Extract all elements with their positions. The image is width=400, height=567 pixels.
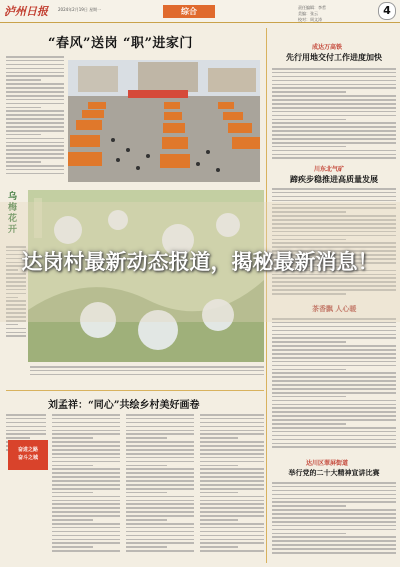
text-line (200, 422, 264, 424)
text-line (272, 126, 396, 128)
text-line (272, 196, 396, 198)
corner-kicker: 达川区翠屏街道 (306, 460, 349, 467)
text-line (200, 507, 264, 509)
text-line (272, 80, 396, 82)
text-line (200, 527, 264, 529)
side2-headline: 蹄疾步稳推进高质量发展 (290, 174, 378, 184)
text-line (6, 134, 41, 136)
text-line (126, 441, 194, 443)
text-line (272, 330, 396, 332)
text-line (52, 515, 120, 517)
vertical-title: 乌梅花开 (8, 192, 18, 235)
lead-text-column (6, 56, 64, 177)
text-line (272, 357, 396, 359)
text-line (272, 494, 396, 496)
text-line (126, 453, 194, 455)
lead-headline: “春风”送岗 “职”进家门 (48, 36, 193, 51)
text-line (272, 415, 396, 417)
text-line (6, 64, 64, 66)
text-line (272, 142, 396, 144)
text-line (272, 157, 396, 159)
text-line (126, 527, 194, 529)
text-line (272, 150, 396, 152)
text-line (126, 488, 194, 490)
text-line (272, 533, 346, 535)
text-line (272, 380, 396, 382)
text-line (52, 430, 120, 432)
text-line (272, 84, 396, 86)
text-line (6, 430, 46, 432)
text-line (200, 503, 264, 505)
text-line (126, 531, 194, 533)
text-line (6, 99, 64, 101)
text-line (272, 446, 396, 448)
text-line (52, 445, 120, 447)
text-line (272, 376, 396, 378)
text-line (272, 111, 396, 113)
text-line (272, 138, 396, 140)
text-line (126, 457, 194, 459)
text-line (6, 118, 64, 120)
text-line (200, 546, 238, 548)
text-line (200, 465, 238, 467)
text-line (52, 433, 120, 435)
text-line (126, 550, 194, 552)
text-line (272, 544, 396, 546)
text-line (272, 146, 346, 148)
text-line (200, 476, 264, 478)
text-line (6, 335, 26, 337)
text-line (6, 332, 26, 334)
text-line (52, 426, 120, 428)
text-line (272, 369, 346, 371)
text-line (272, 536, 396, 538)
text-line (200, 472, 264, 474)
text-line (6, 414, 46, 416)
text-line (6, 169, 64, 171)
text-line (200, 414, 264, 416)
text-line (272, 322, 396, 324)
text-line (272, 407, 396, 409)
text-line (6, 138, 64, 140)
text-line (52, 418, 120, 420)
text-line (6, 68, 64, 70)
text-line (126, 484, 194, 486)
text-line (272, 68, 396, 70)
text-line (272, 188, 396, 190)
text-line (272, 404, 396, 406)
text-line (272, 529, 396, 531)
text-line (6, 142, 64, 144)
text-line (30, 366, 264, 368)
text-line (52, 422, 120, 424)
text-line (6, 103, 64, 105)
bottom-text-3 (126, 414, 194, 554)
text-line (272, 372, 396, 374)
text-line (272, 439, 396, 441)
text-line (52, 531, 120, 533)
text-line (126, 515, 194, 517)
text-line (272, 72, 396, 74)
text-line (126, 503, 194, 505)
text-line (126, 500, 194, 502)
text-line (52, 539, 120, 541)
text-line (200, 496, 264, 498)
text-line (6, 153, 64, 155)
text-line (6, 114, 64, 116)
text-line (272, 525, 396, 527)
section-tag: 综合 (163, 5, 215, 18)
text-line (52, 492, 93, 494)
text-line (272, 326, 396, 328)
text-line (272, 552, 396, 554)
text-line (272, 192, 396, 194)
text-line (126, 433, 194, 435)
text-line (126, 539, 194, 541)
text-line (52, 507, 120, 509)
text-line (126, 523, 194, 525)
text-line (126, 422, 194, 424)
text-line (200, 523, 264, 525)
text-line (52, 453, 120, 455)
masthead: 泸州日报 (4, 5, 48, 18)
text-line (272, 361, 396, 363)
editor-line: 责任编辑：李哲 (298, 5, 326, 10)
text-line (200, 515, 264, 517)
text-line (126, 472, 194, 474)
text-line (200, 426, 264, 428)
text-line (52, 480, 120, 482)
text-line (52, 500, 120, 502)
text-line (200, 437, 238, 439)
side3-kicker: 茶香飘 人心暖 (312, 305, 357, 313)
painting-caption (30, 366, 264, 378)
badge-line: 奋斗之城 (17, 455, 38, 461)
bottom-headline: 刘孟祥：“同心”共绘乡村美好画卷 (48, 400, 200, 411)
text-line (272, 400, 396, 402)
text-line (52, 511, 120, 513)
text-line (52, 535, 120, 537)
text-line (272, 548, 396, 550)
text-line (52, 476, 120, 478)
text-line (6, 60, 64, 62)
text-line (52, 449, 120, 451)
text-line (52, 527, 120, 529)
text-line (272, 95, 396, 97)
text-line (52, 472, 120, 474)
corner-text (272, 482, 396, 556)
text-line (272, 521, 396, 523)
text-line (52, 484, 120, 486)
text-line (272, 337, 396, 339)
text-line (272, 431, 396, 433)
text-line (272, 365, 396, 367)
text-line (272, 505, 346, 507)
text-line (52, 488, 120, 490)
text-line (272, 396, 346, 398)
text-line (126, 437, 167, 439)
text-line (272, 115, 396, 117)
editor-line: 美编：张云 (298, 11, 318, 16)
text-line (200, 445, 264, 447)
text-line (6, 122, 64, 124)
text-line (52, 468, 120, 470)
text-line (126, 535, 194, 537)
text-line (272, 427, 396, 429)
text-line (200, 539, 264, 541)
text-line (272, 334, 396, 336)
text-line (200, 500, 264, 502)
text-line (52, 461, 120, 463)
text-line (272, 76, 396, 78)
text-line (126, 449, 194, 451)
text-line (6, 107, 41, 109)
text-line (126, 511, 194, 513)
side3-text (272, 318, 396, 450)
text-line (272, 411, 396, 413)
text-line (6, 110, 64, 112)
side1-text (272, 68, 396, 161)
text-line (272, 501, 396, 503)
text-line (6, 87, 64, 89)
text-line (126, 507, 194, 509)
text-line (52, 441, 120, 443)
text-line (200, 418, 264, 420)
text-line (52, 503, 120, 505)
editor-line: 校对：周文涛 (298, 17, 322, 22)
side1-kicker: 成达万高铁 (312, 44, 343, 51)
corner-headline: 举行党的二十大精神宣讲比赛 (288, 468, 380, 477)
side2-kicker: 川东北气矿 (314, 166, 345, 173)
text-line (200, 433, 264, 435)
text-line (200, 488, 264, 490)
text-line (6, 56, 64, 58)
text-line (272, 435, 396, 437)
text-line (6, 126, 64, 128)
header-date: 2024年2月19日 星期一 (58, 7, 102, 12)
bottom-text-4 (200, 414, 264, 554)
text-line (272, 443, 396, 445)
text-line (6, 157, 64, 159)
text-line (272, 122, 396, 124)
text-line (272, 490, 396, 492)
text-line (272, 419, 396, 421)
text-line (200, 461, 264, 463)
text-line (52, 523, 120, 525)
text-line (272, 103, 396, 105)
text-line (200, 453, 264, 455)
text-line (200, 550, 264, 552)
text-line (6, 422, 46, 424)
text-line (272, 517, 396, 519)
text-line (30, 370, 264, 372)
text-line (6, 165, 64, 167)
text-line (200, 480, 264, 482)
text-line (272, 486, 396, 488)
text-line (126, 426, 194, 428)
text-line (272, 384, 396, 386)
page-header (0, 0, 400, 23)
text-line (272, 509, 396, 511)
campaign-badge (8, 440, 48, 470)
text-line (126, 418, 194, 420)
text-line (200, 441, 264, 443)
text-line (200, 449, 264, 451)
text-line (52, 546, 93, 548)
text-line (272, 99, 396, 101)
text-line (126, 519, 167, 521)
text-line (272, 540, 396, 542)
text-line (126, 468, 194, 470)
text-line (126, 542, 194, 544)
text-line (52, 496, 120, 498)
text-line (6, 433, 46, 435)
text-line (6, 161, 41, 163)
text-line (200, 511, 264, 513)
text-line (272, 349, 396, 351)
overlay-title: 达岗村最新动态报道，揭秘最新消息！ (21, 250, 379, 274)
editor-info (298, 5, 326, 23)
text-line (272, 353, 396, 355)
text-line (200, 457, 264, 459)
text-line (52, 414, 120, 416)
text-line (272, 154, 396, 156)
text-line (6, 72, 64, 74)
side1-headline: 先行用地交付工作进度加快 (286, 52, 382, 62)
text-line (272, 392, 396, 394)
text-line (272, 107, 396, 109)
text-line (6, 173, 64, 175)
text-line (126, 546, 167, 548)
text-line (126, 461, 194, 463)
text-line (6, 91, 64, 93)
job-fair-photo (68, 60, 260, 182)
text-line (272, 482, 396, 484)
text-line (30, 374, 264, 376)
text-line (272, 498, 396, 500)
text-line (126, 496, 194, 498)
text-line (52, 542, 120, 544)
text-line (126, 414, 194, 416)
text-line (272, 341, 346, 343)
text-line (52, 457, 120, 459)
text-line (200, 542, 264, 544)
text-line (6, 324, 18, 326)
text-line (272, 423, 346, 425)
text-line (272, 134, 396, 136)
text-line (200, 535, 264, 537)
text-line (200, 492, 238, 494)
text-line (272, 513, 396, 515)
text-line (6, 79, 41, 81)
text-line (6, 418, 46, 420)
text-line (52, 437, 93, 439)
text-line (272, 130, 396, 132)
text-line (6, 83, 64, 85)
text-line (200, 468, 264, 470)
badge-line: 奋进之路 (17, 447, 38, 453)
text-line (200, 430, 264, 432)
text-line (6, 145, 64, 147)
text-line (200, 484, 264, 486)
text-line (6, 328, 26, 330)
text-line (6, 130, 64, 132)
text-line (272, 91, 346, 93)
text-line (272, 87, 396, 89)
text-line (6, 75, 64, 77)
text-line (272, 119, 346, 121)
text-line (6, 149, 64, 151)
text-line (52, 519, 93, 521)
text-line (126, 476, 194, 478)
text-line (200, 531, 264, 533)
text-line (126, 430, 194, 432)
text-line (6, 437, 30, 439)
text-line (272, 388, 396, 390)
text-line (126, 480, 194, 482)
text-line (126, 492, 167, 494)
text-line (52, 465, 93, 467)
text-line (126, 445, 194, 447)
text-line (6, 426, 46, 428)
text-line (52, 550, 120, 552)
text-line (200, 519, 238, 521)
bottom-text-2 (52, 414, 120, 554)
text-line (6, 95, 64, 97)
text-line (126, 465, 167, 467)
page-number: 4 (378, 2, 396, 20)
text-line (272, 345, 396, 347)
